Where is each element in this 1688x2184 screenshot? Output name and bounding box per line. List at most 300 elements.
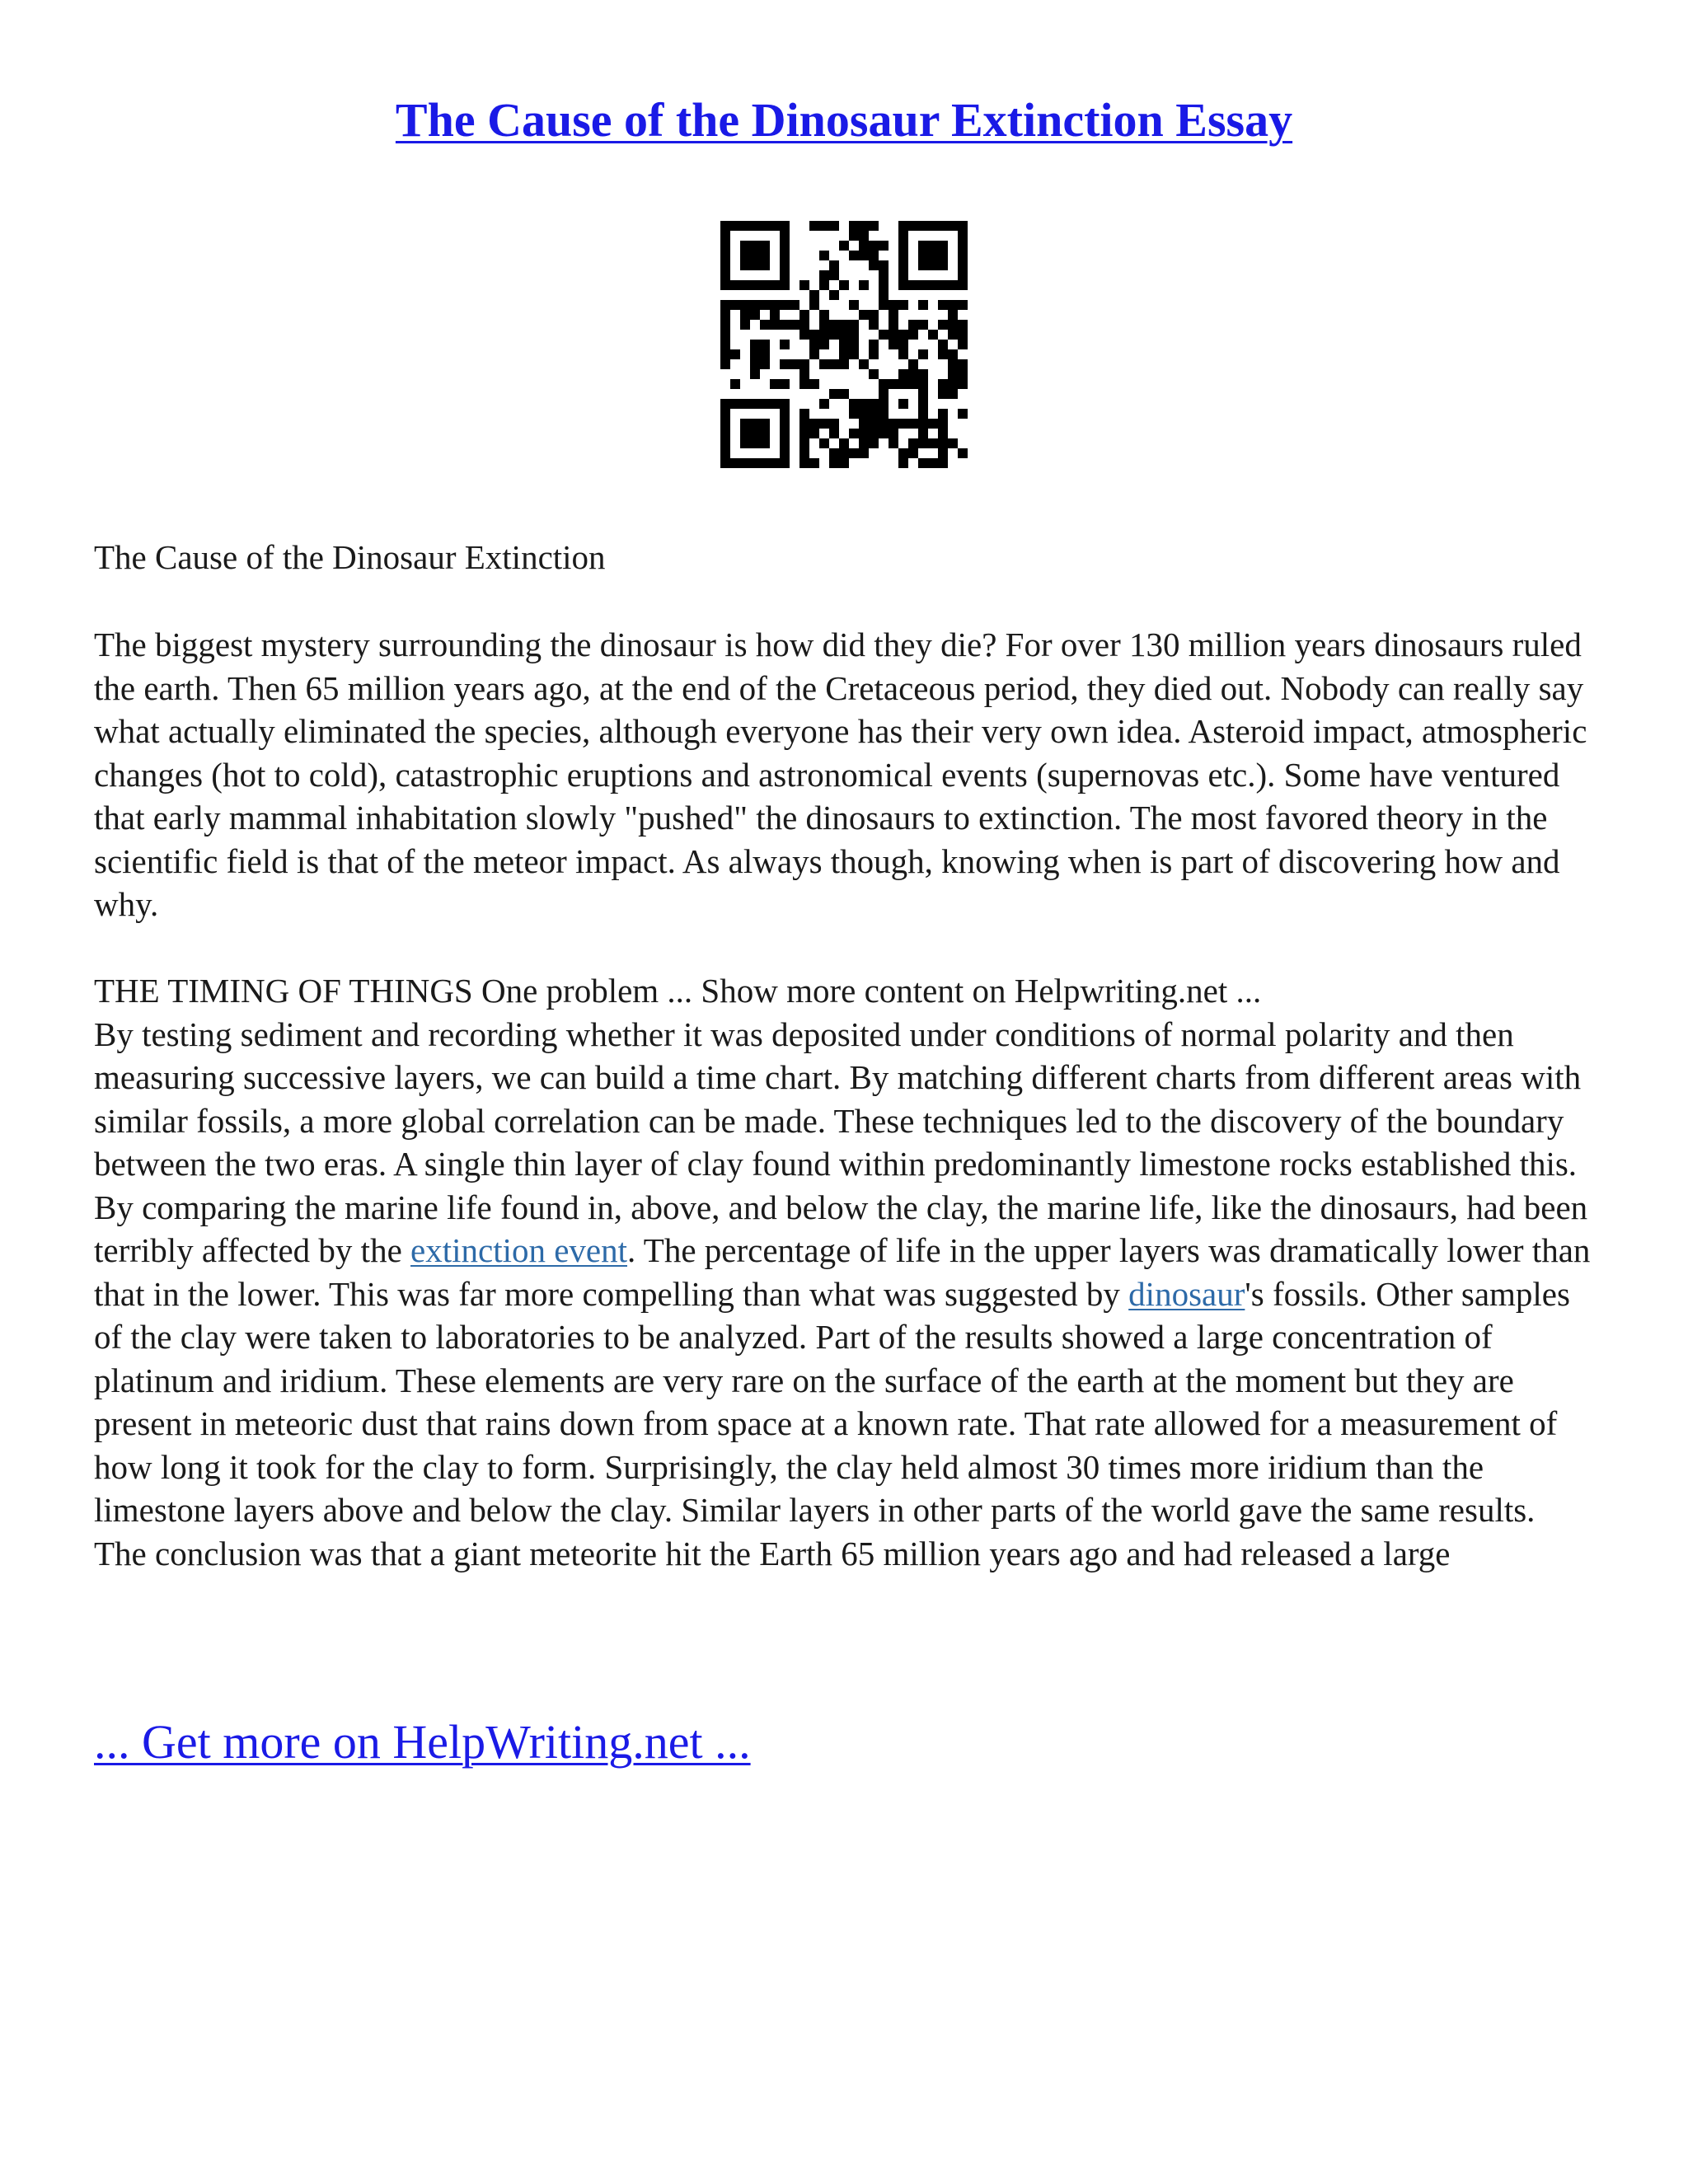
qr-module [760, 251, 770, 260]
qr-module [730, 221, 740, 231]
qr-module [948, 369, 958, 379]
qr-module [819, 399, 829, 409]
qr-module [908, 369, 918, 379]
qr-module [859, 419, 869, 429]
qr-module [958, 270, 968, 280]
qr-module [918, 409, 928, 419]
qr-module [819, 320, 829, 330]
qr-module [898, 458, 908, 468]
qr-module [918, 429, 928, 438]
qr-module [859, 280, 869, 290]
qr-module [780, 260, 790, 270]
qr-module [720, 300, 730, 310]
qr-module [809, 221, 819, 231]
qr-module [809, 419, 819, 429]
qr-module [948, 349, 958, 359]
qr-module [839, 448, 849, 458]
qr-module [770, 379, 780, 389]
qr-module [829, 270, 839, 280]
qr-module [829, 389, 839, 399]
qr-module [928, 438, 938, 448]
qr-module [859, 399, 869, 409]
qr-module [839, 241, 849, 251]
qr-module [799, 320, 809, 330]
qr-module [750, 399, 760, 409]
qr-module [720, 320, 730, 330]
qr-module [740, 310, 750, 320]
qr-module [849, 409, 859, 419]
qr-module [938, 221, 948, 231]
qr-module [720, 399, 730, 409]
qr-module [938, 448, 948, 458]
qr-module [740, 399, 750, 409]
qr-module [790, 300, 799, 310]
qr-module [730, 280, 740, 290]
qr-module [948, 310, 958, 320]
qr-module [849, 349, 859, 359]
qr-module [958, 221, 968, 231]
qr-module [908, 438, 918, 448]
qr-module [750, 458, 760, 468]
qr-module [918, 300, 928, 310]
qr-module [879, 389, 889, 399]
qr-module [958, 369, 968, 379]
qr-module [918, 419, 928, 429]
qr-module [918, 458, 928, 468]
qr-module [879, 270, 889, 280]
dinosaur-link[interactable]: dinosaur [1128, 1274, 1245, 1313]
qr-module [918, 241, 928, 251]
qr-module [740, 241, 750, 251]
qr-module [958, 260, 968, 270]
qr-module [928, 458, 938, 468]
qr-module [948, 438, 958, 448]
qr-module [898, 300, 908, 310]
qr-module [869, 399, 879, 409]
qr-module [760, 241, 770, 251]
qr-module [740, 251, 750, 260]
qr-module [819, 330, 829, 340]
qr-module [750, 280, 760, 290]
qr-module [740, 458, 750, 468]
qr-module [750, 429, 760, 438]
qr-module [849, 300, 859, 310]
qr-module [928, 260, 938, 270]
qr-module [839, 458, 849, 468]
qr-module [809, 300, 819, 310]
qr-module [908, 379, 918, 389]
qr-module [829, 320, 839, 330]
qr-module [958, 241, 968, 251]
paragraph-intro [94, 623, 1594, 926]
qr-module [760, 221, 770, 231]
qr-module [839, 359, 849, 369]
qr-module [770, 280, 780, 290]
qr-module [750, 310, 760, 320]
qr-module [849, 429, 859, 438]
qr-module [879, 419, 889, 429]
qr-module [829, 448, 839, 458]
qr-module [839, 320, 849, 330]
qr-module [908, 320, 918, 330]
qr-module [958, 320, 968, 330]
qr-module [948, 320, 958, 330]
qr-module [869, 369, 879, 379]
qr-module [948, 300, 958, 310]
qr-module [760, 399, 770, 409]
title-container [94, 0, 1594, 150]
qr-module [809, 429, 819, 438]
qr-module [908, 330, 918, 340]
qr-module [958, 379, 968, 389]
qr-module [938, 320, 948, 330]
more-link-container [94, 1714, 751, 1769]
qr-module [889, 438, 898, 448]
qr-module [958, 330, 968, 340]
qr-module [948, 379, 958, 389]
qr-module [730, 379, 740, 389]
qr-module [879, 379, 889, 389]
qr-module [869, 409, 879, 419]
qr-module [889, 429, 898, 438]
qr-module [908, 448, 918, 458]
qr-module [908, 221, 918, 231]
qr-module [780, 409, 790, 419]
qr-module [889, 310, 898, 320]
qr-module [918, 399, 928, 409]
qr-module [740, 320, 750, 330]
qr-module [918, 369, 928, 379]
qr-module [790, 320, 799, 330]
paragraph-2 [94, 1013, 1594, 1576]
qr-module [889, 300, 898, 310]
qr-module [958, 340, 968, 349]
qr-module [720, 270, 730, 280]
paragraph-2-part-3: 's fossils. Other samples of the clay were taken to laboratories to be analyzed. Part of the results showed a large concentration of platinum and iridium. These elements are very rare on the surface of the earth at the moment but they are present in meteoric dust that rains down from space at a known rate. That rate allowed for a measurement of how long it took for the clay to form. Surprisingly, the clay held almost 30 times more iridium than the limestone layers above and below the clay. Similar layers in other parts of the world gave the same results. The conclusion was that a giant meteorite hit the Earth 65 million years ago and had released a large [94, 1274, 1570, 1572]
qr-module [938, 260, 948, 270]
qr-module [908, 359, 918, 369]
qr-module [809, 379, 819, 389]
qr-module [918, 260, 928, 270]
essay-subtitle: The Cause of the Dinosaur Extinction [94, 538, 606, 576]
qr-module [938, 241, 948, 251]
qr-module [849, 330, 859, 340]
qr-module [898, 221, 908, 231]
qr-module [720, 221, 730, 231]
qr-module [958, 300, 968, 310]
qr-module [879, 409, 889, 419]
qr-module [780, 231, 790, 241]
qr-module [829, 359, 839, 369]
qr-module [859, 448, 869, 458]
qr-module [819, 340, 829, 349]
qr-module [750, 251, 760, 260]
document-page [94, 0, 1594, 1769]
qr-module [780, 340, 790, 349]
qr-module [799, 448, 809, 458]
qr-module [720, 241, 730, 251]
qr-module [859, 409, 869, 419]
qr-module [879, 290, 889, 300]
qr-module [740, 438, 750, 448]
qr-module [750, 300, 760, 310]
paragraph-1: The biggest mystery surrounding the dinosaur is how did they die? For over 130 million years dinosaurs ruled the earth. Then 65 million years ago, at the end of the Cretaceous period, they died out. Nobody can really say what actually eliminated the species, although everyone has their very own idea. Asteroid impact, atmospheric changes (hot to cold), catastrophic eruptions and astronomical events (supernovas etc.). Some have ventured that early mammal inhabitation slowly "pushed" the dinosaurs to extinction. The most favored theory in the scientific field is that of the meteor impact. As always though, knowing when is part of discovering how and why. [94, 626, 1587, 923]
qr-module [849, 221, 859, 231]
qr-module [849, 251, 859, 260]
qr-module [780, 419, 790, 429]
qr-module [780, 448, 790, 458]
qr-module [948, 330, 958, 340]
qr-code-graphic [720, 221, 968, 468]
qr-module [898, 399, 908, 409]
qr-module [918, 251, 928, 260]
qr-module [720, 251, 730, 260]
qr-module [780, 399, 790, 409]
qr-module [770, 310, 780, 320]
qr-module [938, 300, 948, 310]
qr-module [760, 340, 770, 349]
qr-module [829, 330, 839, 340]
qr-module [928, 280, 938, 290]
qr-module [809, 458, 819, 468]
qr-module [780, 241, 790, 251]
qr-module [928, 221, 938, 231]
qr-module [809, 330, 819, 340]
get-more-link[interactable]: ... Get more on HelpWriting.net ... [94, 1715, 751, 1769]
qr-module [908, 419, 918, 429]
qr-module [869, 438, 879, 448]
qr-module [780, 320, 790, 330]
qr-module [750, 369, 760, 379]
qr-module [869, 260, 879, 270]
qr-module [780, 251, 790, 260]
qr-module [750, 260, 760, 270]
qr-module [938, 280, 948, 290]
qr-module [938, 379, 948, 389]
qr-module [898, 379, 908, 389]
qr-module [938, 389, 948, 399]
qr-module [869, 221, 879, 231]
qr-module [750, 359, 760, 369]
qr-module [918, 280, 928, 290]
qr-module [938, 429, 948, 438]
qr-module [879, 280, 889, 290]
qr-module [958, 409, 968, 419]
paragraph-2-part-2: . The percentage of life in the upper layers was dramatically lower than that in the lower. This was far more compelling than what was suggested by [94, 1231, 1591, 1313]
qr-module [799, 369, 809, 379]
qr-module [889, 379, 898, 389]
qr-module [958, 359, 968, 369]
qr-module [859, 241, 869, 251]
qr-module [720, 260, 730, 270]
qr-module [948, 389, 958, 399]
qr-module [928, 330, 938, 340]
qr-module [730, 300, 740, 310]
qr-module [839, 389, 849, 399]
qr-module [938, 419, 948, 429]
qr-module [720, 280, 730, 290]
qr-module [859, 221, 869, 231]
qr-module [720, 409, 730, 419]
qr-module [809, 340, 819, 349]
qr-module [918, 221, 928, 231]
essay-title-link[interactable]: The Cause of the Dinosaur Extinction Essay [395, 93, 1293, 147]
qr-module [799, 419, 809, 429]
qr-module [859, 251, 869, 260]
qr-module [799, 429, 809, 438]
qr-module [760, 438, 770, 448]
paragraph-2-part-1: By testing sediment and recording whether it was deposited under conditions of normal polarity and then measuring successive layers, we can build a time chart. By matching different charts from different areas with similar fossils, a more global correlation can be made. These techniques led to the discovery of the boundary between the two eras. A single thin layer of clay found within predominantly limestone rocks established this. By comparing the marine life found in, above, and below the clay, the marine life, like the dinosaurs, had been terribly affected by the [94, 1015, 1588, 1269]
qr-module [819, 310, 829, 320]
qr-module [849, 320, 859, 330]
qr-module [750, 221, 760, 231]
qr-module [849, 340, 859, 349]
qr-module [898, 419, 908, 429]
qr-module [958, 280, 968, 290]
qr-module [918, 320, 928, 330]
qr-module [750, 340, 760, 349]
qr-module [740, 280, 750, 290]
qr-module [918, 349, 928, 359]
qr-module [898, 270, 908, 280]
qr-module [859, 429, 869, 438]
qr-module [869, 320, 879, 330]
qr-module [829, 458, 839, 468]
qr-module [839, 280, 849, 290]
qr-module [869, 429, 879, 438]
qr-module [889, 330, 898, 340]
qr-module [819, 251, 829, 260]
qr-module [958, 251, 968, 260]
qr-module [720, 310, 730, 320]
qr-module [898, 260, 908, 270]
qr-module [760, 419, 770, 429]
qr-module [750, 349, 760, 359]
qr-module [819, 359, 829, 369]
qr-module [799, 409, 809, 419]
qr-module [928, 419, 938, 429]
qr-module [740, 260, 750, 270]
qr-module [819, 221, 829, 231]
qr-module [948, 280, 958, 290]
qr-module [750, 419, 760, 429]
qr-module [760, 359, 770, 369]
qr-module [869, 251, 879, 260]
qr-module [898, 330, 908, 340]
qr-module [859, 310, 869, 320]
qr-module [740, 221, 750, 231]
qr-module [839, 349, 849, 359]
qr-module [948, 221, 958, 231]
qr-module [889, 320, 898, 330]
qr-module [720, 419, 730, 429]
qr-module [760, 260, 770, 270]
qr-module [958, 231, 968, 241]
qr-module [948, 359, 958, 369]
qr-module [819, 438, 829, 448]
qr-module [750, 241, 760, 251]
qr-module [829, 429, 839, 438]
qr-module [720, 330, 730, 340]
qr-module [760, 280, 770, 290]
qr-module [898, 349, 908, 359]
qr-module [720, 340, 730, 349]
qr-module [720, 438, 730, 448]
qr-module [819, 280, 829, 290]
qr-module [829, 260, 839, 270]
qr-module [839, 340, 849, 349]
qr-module [918, 438, 928, 448]
qr-module [730, 458, 740, 468]
qr-module [740, 429, 750, 438]
qr-module [720, 231, 730, 241]
qr-module [938, 251, 948, 260]
qr-module [849, 399, 859, 409]
qr-module [760, 349, 770, 359]
qr-module [790, 359, 799, 369]
qr-module [938, 349, 948, 359]
qr-module [928, 251, 938, 260]
qr-module [720, 349, 730, 359]
qr-module [770, 399, 780, 409]
qr-module [780, 359, 790, 369]
qr-module [740, 300, 750, 310]
qr-module [938, 340, 948, 349]
qr-module [869, 340, 879, 349]
qr-module [780, 379, 790, 389]
qr-module [859, 438, 869, 448]
qr-module [839, 438, 849, 448]
qr-module [799, 458, 809, 468]
qr-module [770, 320, 780, 330]
qr-module [879, 399, 889, 409]
qr-module [750, 438, 760, 448]
qr-module [898, 369, 908, 379]
qr-module [879, 260, 889, 270]
qr-module [819, 270, 829, 280]
qr-module [908, 280, 918, 290]
qr-module [918, 379, 928, 389]
qr-module [799, 359, 809, 369]
qr-module [879, 429, 889, 438]
qr-module [780, 429, 790, 438]
qr-module [859, 231, 869, 241]
qr-module [720, 359, 730, 369]
qr-module [780, 438, 790, 448]
qr-module [839, 330, 849, 340]
qr-module [918, 389, 928, 399]
qr-module [799, 310, 809, 320]
qr-module [780, 270, 790, 280]
qr-module [928, 241, 938, 251]
qr-module [869, 241, 879, 251]
qr-module [849, 231, 859, 241]
qr-module [770, 221, 780, 231]
qr-module [849, 448, 859, 458]
qr-code-icon [720, 221, 968, 468]
qr-module [829, 419, 839, 429]
extinction-event-link[interactable]: extinction event [410, 1231, 628, 1269]
qr-module [780, 458, 790, 468]
qr-module [859, 359, 869, 369]
qr-module [760, 320, 770, 330]
qr-module [770, 458, 780, 468]
qr-module [770, 300, 780, 310]
qr-module [799, 438, 809, 448]
qr-module [879, 300, 889, 310]
qr-module [819, 419, 829, 429]
qr-module [898, 340, 908, 349]
